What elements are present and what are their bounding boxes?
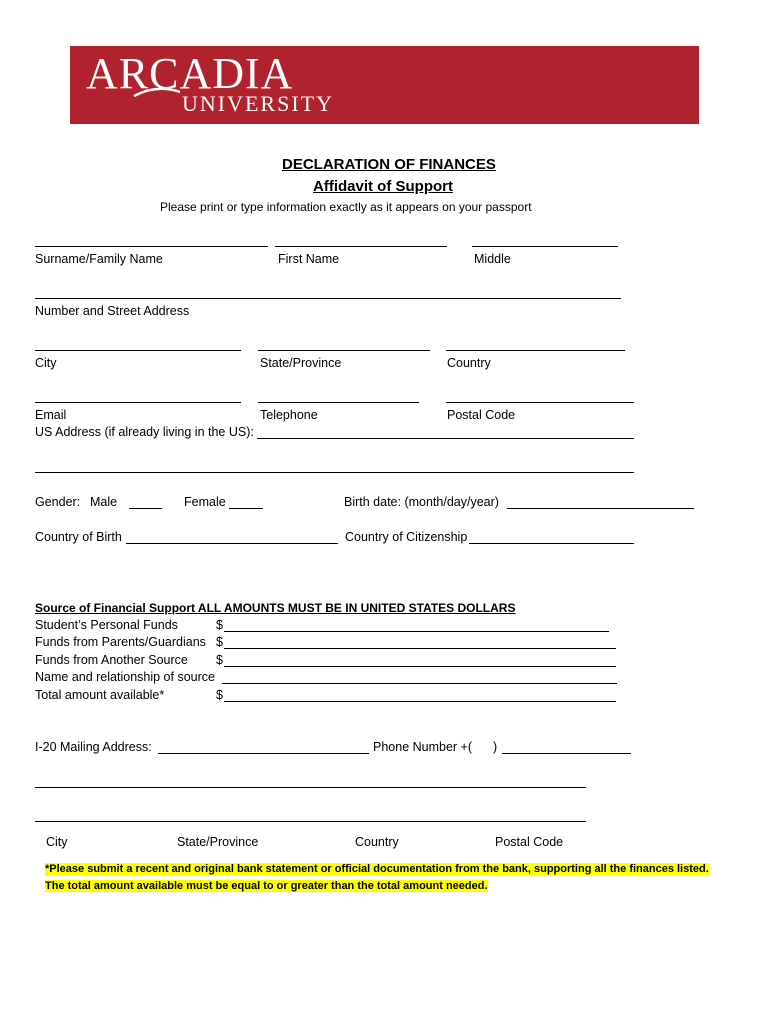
telephone-label: Telephone <box>260 408 318 422</box>
logo-line1: ARCADIA <box>86 49 294 98</box>
us-address-label: US Address (if already living in the US): <box>35 425 254 439</box>
country-birth-field[interactable] <box>126 543 338 544</box>
fin-row-parents-field[interactable] <box>224 648 616 649</box>
financial-header-note: ALL AMOUNTS MUST BE IN UNITED STATES DOLLARS <box>197 601 516 615</box>
fin-row-total-dollar: $ <box>216 688 223 702</box>
fin-row-personal-label: Student’s Personal Funds <box>35 618 178 632</box>
fin-row-personal-dollar: $ <box>216 618 223 632</box>
page-title: DECLARATION OF FINANCES <box>282 156 496 173</box>
i20-city-label: City <box>46 835 68 849</box>
city-field[interactable] <box>35 350 241 351</box>
fin-row-relationship-label: Name and relationship of source <box>35 670 215 684</box>
financial-header-title: Source of Financial Support <box>35 601 196 615</box>
fin-row-relationship-field[interactable] <box>222 683 617 684</box>
notice-line1: *Please submit a recent and original bank statement or official documentation from the bank, supporting all the finances listed. <box>45 863 709 875</box>
financial-header <box>35 601 515 615</box>
telephone-field[interactable] <box>258 402 419 403</box>
gender-label: Gender: <box>35 495 81 509</box>
i20-phone-label: Phone Number +( <box>373 740 473 754</box>
first-name-field[interactable] <box>275 246 447 247</box>
female-field[interactable] <box>229 508 263 509</box>
fin-row-total-field[interactable] <box>224 701 616 702</box>
email-field[interactable] <box>35 402 241 403</box>
country-field[interactable] <box>446 350 625 351</box>
fin-row-parents-label: Funds from Parents/Guardians <box>35 635 206 649</box>
birth-date-label: Birth date: (month/day/year) <box>344 495 499 509</box>
i20-country-label: Country <box>355 835 399 849</box>
fin-row-parents-dollar: $ <box>216 635 223 649</box>
i20-label: I-20 Mailing Address: <box>35 740 152 754</box>
surname-field[interactable] <box>35 246 268 247</box>
street-address-field[interactable] <box>35 298 621 299</box>
notice-line2: The total amount available must be equal to or greater than the total amount needed. <box>45 880 488 892</box>
i20-address-field-3[interactable] <box>35 821 586 822</box>
country-citizenship-label: Country of Citizenship <box>345 530 468 544</box>
instruction-text: Please print or type information exactly as it appears on your passport <box>160 200 532 214</box>
male-field[interactable] <box>129 508 162 509</box>
i20-state-label: State/Province <box>177 835 259 849</box>
postal-code-label: Postal Code <box>447 408 516 422</box>
fin-row-another-field[interactable] <box>224 666 616 667</box>
i20-address-field-2[interactable] <box>35 787 586 788</box>
street-address-label: Number and Street Address <box>35 304 190 318</box>
page-subtitle: Affidavit of Support <box>313 178 453 195</box>
city-label: City <box>35 356 57 370</box>
fin-row-personal-field[interactable] <box>224 631 609 632</box>
i20-address-field[interactable] <box>158 753 369 754</box>
birth-date-field[interactable] <box>507 508 694 509</box>
logo-swoosh-icon <box>132 86 182 100</box>
country-label: Country <box>447 356 491 370</box>
email-label: Email <box>35 408 67 422</box>
logo-line2: UNIVERSITY <box>182 91 334 116</box>
i20-phone-close: ) <box>493 740 498 754</box>
us-address-field[interactable] <box>257 438 634 439</box>
i20-postal-label: Postal Code <box>495 835 564 849</box>
us-address-field-2[interactable] <box>35 472 634 473</box>
fin-row-another-dollar: $ <box>216 653 223 667</box>
arcadia-logo <box>70 46 699 124</box>
middle-name-field[interactable] <box>472 246 618 247</box>
first-name-label: First Name <box>278 252 340 266</box>
fin-row-another-label: Funds from Another Source <box>35 653 188 667</box>
postal-code-field[interactable] <box>446 402 634 403</box>
state-label: State/Province <box>260 356 342 370</box>
male-label: Male <box>90 495 118 509</box>
surname-label: Surname/Family Name <box>35 252 163 266</box>
female-label: Female <box>184 495 226 509</box>
country-birth-label: Country of Birth <box>35 530 122 544</box>
country-citizenship-field[interactable] <box>469 543 634 544</box>
state-field[interactable] <box>258 350 430 351</box>
i20-phone-field[interactable] <box>502 753 631 754</box>
fin-row-total-label: Total amount available* <box>35 688 165 702</box>
middle-label: Middle <box>474 252 511 266</box>
